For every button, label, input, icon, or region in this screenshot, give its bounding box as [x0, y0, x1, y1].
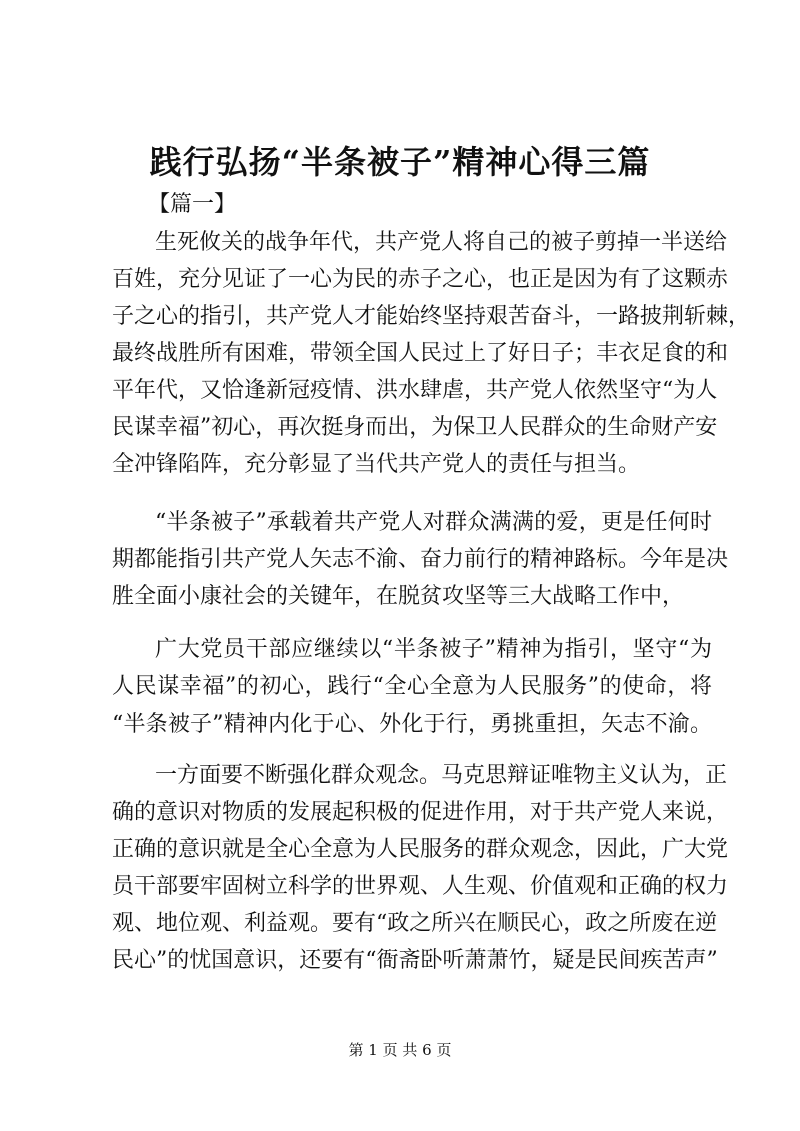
paragraph-4-line-6: 民心”的忧国意识，还要有“衙斋卧听萧萧竹，疑是民间疾苦声”	[112, 948, 718, 973]
paragraph-1-line-7: 全冲锋陷阵，充分彰显了当代共产党人的责任与担当。	[112, 452, 641, 477]
page-footer: 第 1 页 共 6 页	[348, 1041, 452, 1059]
paragraph-4-line-1: 一方面要不断强化群众观念。马克思辩证唯物主义认为，正	[155, 763, 728, 788]
section-label: 【篇一】	[148, 192, 237, 217]
paragraph-3-line-1: 广大党员干部应继续以“半条被子”精神为指引，坚守“为	[155, 637, 712, 662]
paragraph-1-line-5: 平年代，又恰逢新冠疫情、洪水肆虐，共产党人依然坚守“为人	[112, 378, 718, 403]
paragraph-3-line-2: 人民谋幸福”的初心，践行“全心全意为人民服务”的使命，将	[112, 674, 712, 699]
paragraph-1-line-4: 最终战胜所有困难，带领全国人民过上了好日子；丰衣足食的和	[112, 341, 729, 366]
paragraph-3-line-3: “半条被子”精神内化于心、外化于行，勇挑重担，矢志不渝。	[112, 712, 712, 737]
paragraph-1-line-6: 民谋幸福”初心，再次挺身而出，为保卫人民群众的生命财产安	[112, 415, 718, 440]
document-title: 践行弘扬“半条被子”精神心得三篇	[149, 143, 651, 181]
paragraph-4-line-3: 正确的意识就是全心全意为人民服务的群众观念，因此，广大党	[112, 837, 729, 862]
paragraph-4-line-2: 确的意识对物质的发展起积极的促进作用，对于共产党人来说，	[112, 800, 729, 825]
paragraph-2-line-1: “半条被子”承载着共产党人对群众满满的爱，更是任何时	[155, 510, 712, 535]
paragraph-1-line-1: 生死攸关的战争年代，共产党人将自己的被子剪掉一半送给	[155, 230, 728, 255]
paragraph-1-line-3: 子之心的指引，共产党人才能始终坚持艰苦奋斗，一路披荆斩棘，	[112, 304, 751, 329]
paragraph-2-line-2: 期都能指引共产党人矢志不渝、奋力前行的精神路标。今年是决	[112, 547, 729, 572]
paragraph-2-line-3: 胜全面小康社会的关键年，在脱贫攻坚等三大战略工作中，	[112, 584, 685, 609]
paragraph-4-line-5: 观、地位观、利益观。要有“政之所兴在顺民心，政之所废在逆	[112, 911, 718, 936]
paragraph-1-line-2: 百姓，充分见证了一心为民的赤子之心，也正是因为有了这颗赤	[112, 267, 729, 292]
paragraph-4-line-4: 员干部要牢固树立科学的世界观、人生观、价值观和正确的权力	[112, 874, 729, 899]
